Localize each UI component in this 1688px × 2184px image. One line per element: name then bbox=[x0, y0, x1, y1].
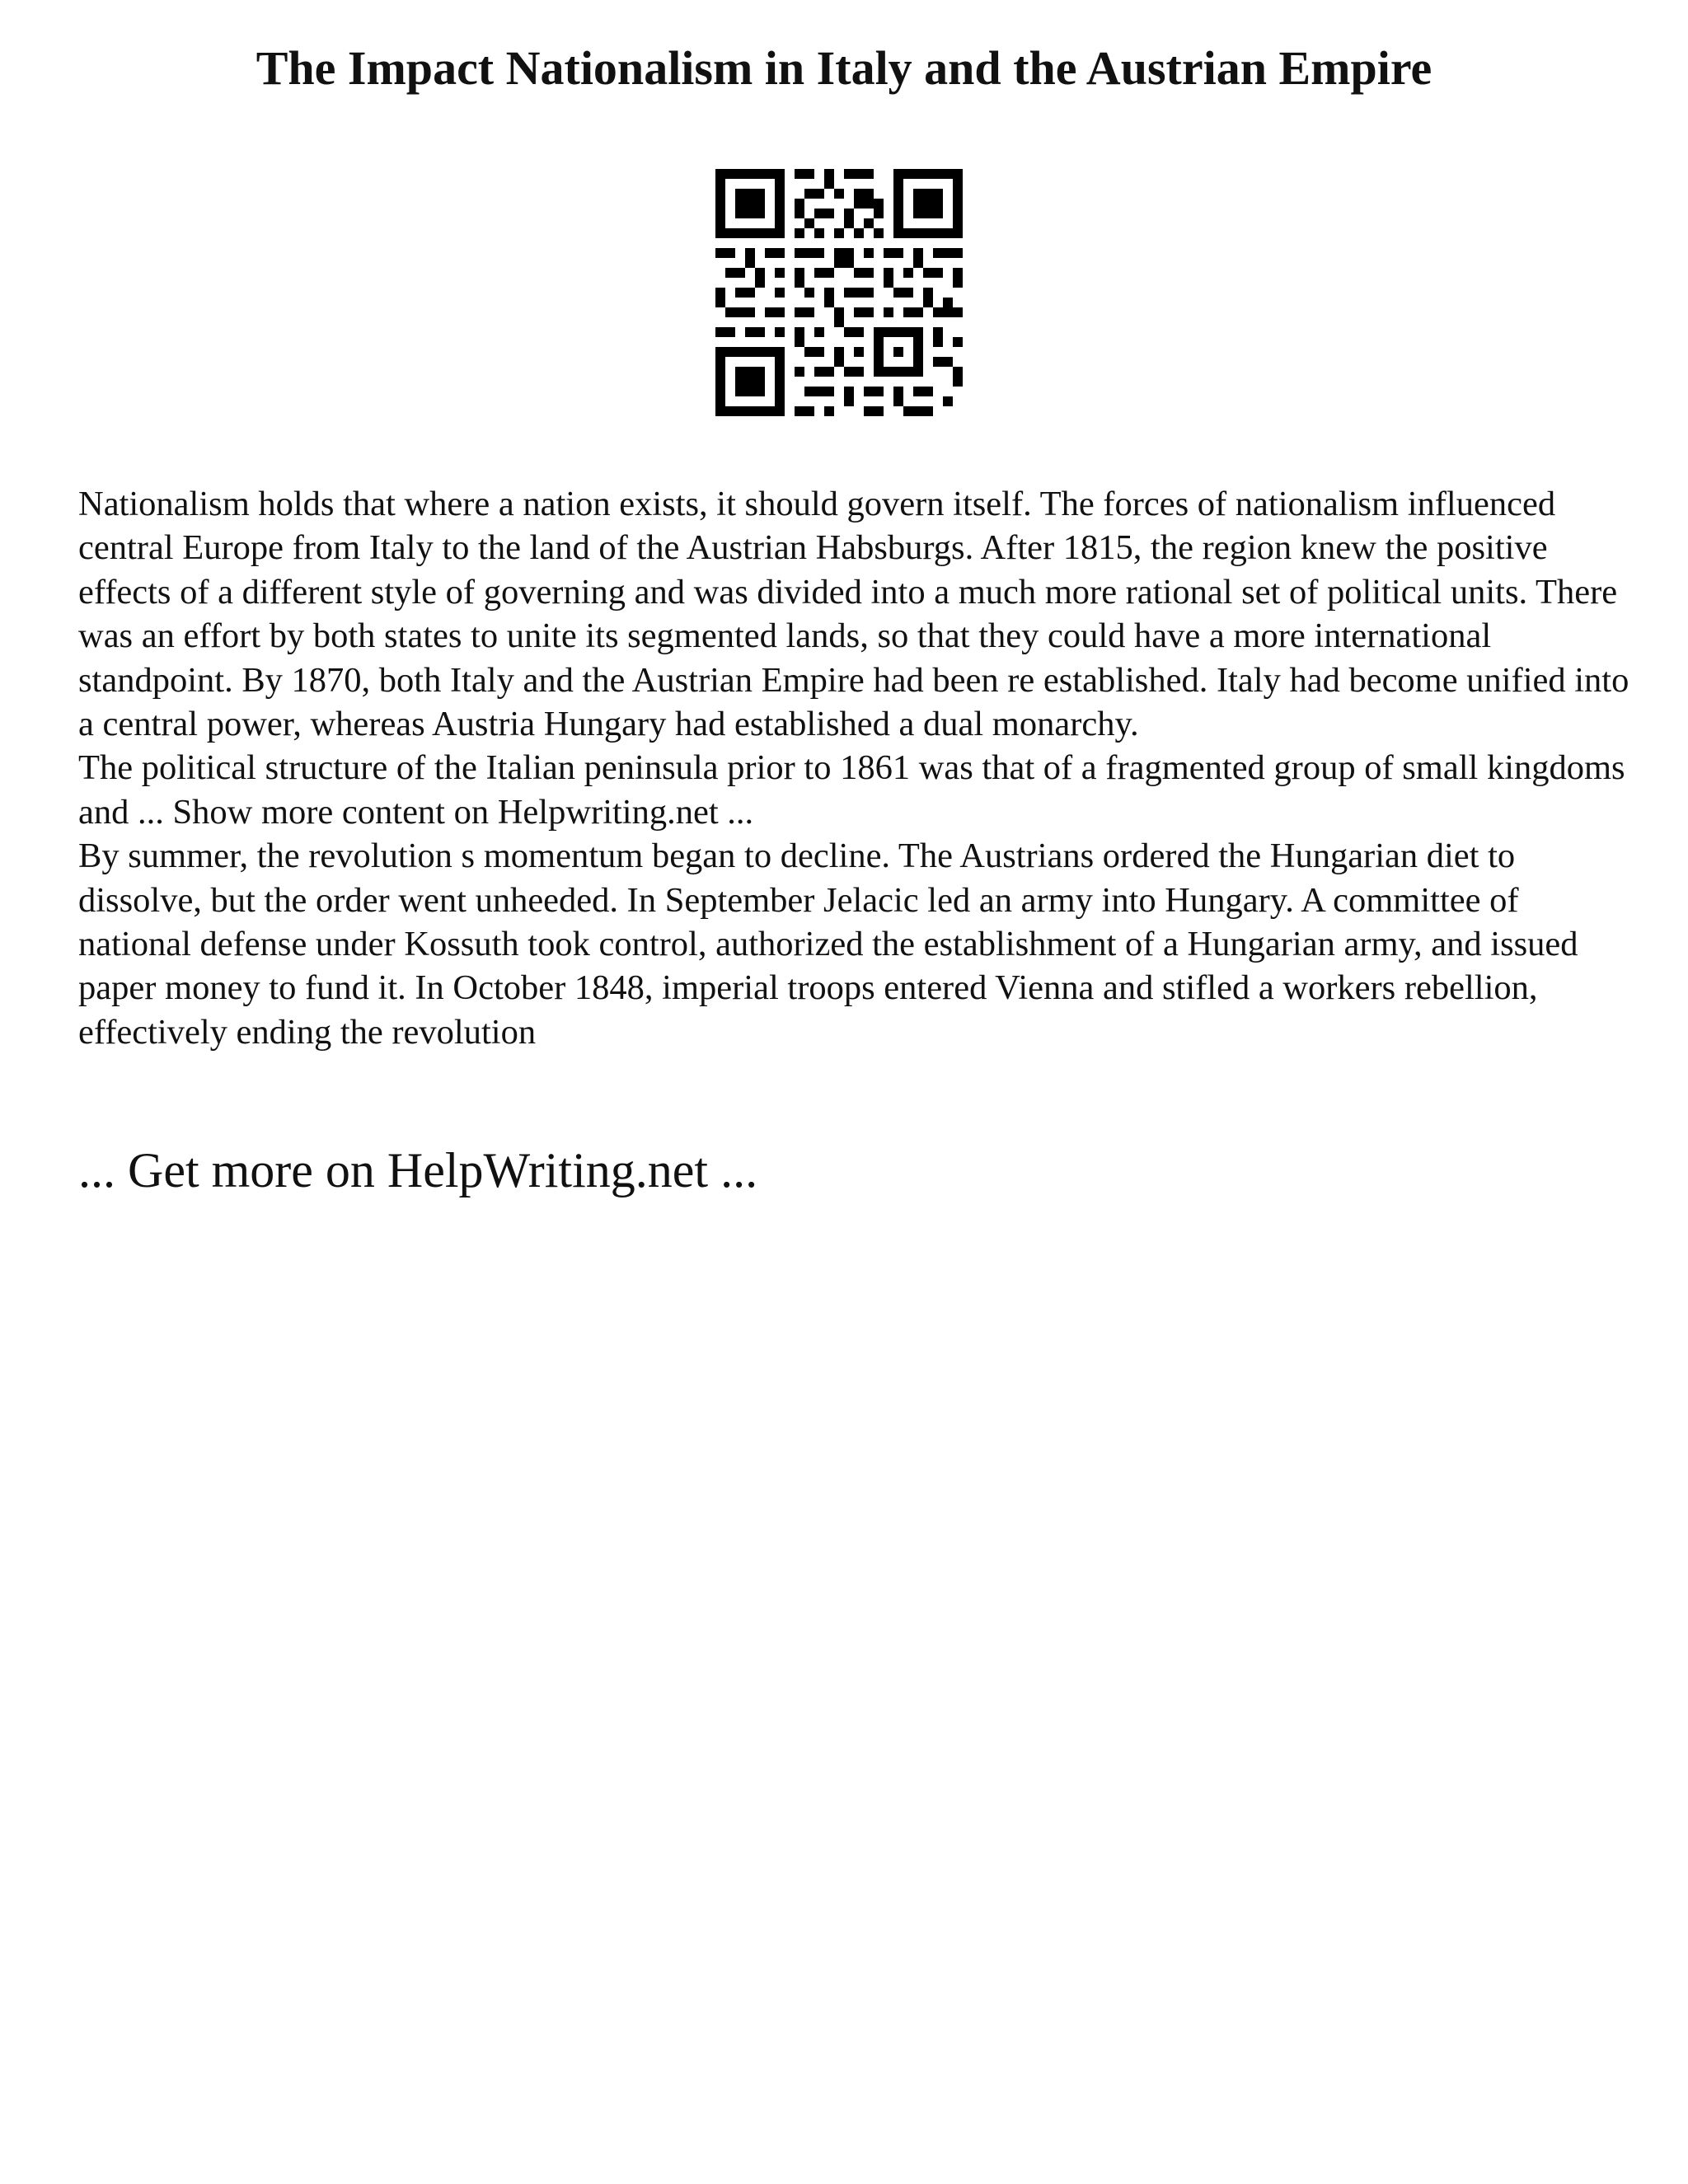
document-title: The Impact Nationalism in Italy and the Austrian Empire bbox=[256, 41, 1432, 95]
get-more-link[interactable]: ... Get more on HelpWriting.net ... bbox=[78, 1143, 758, 1197]
article-body bbox=[78, 482, 1636, 1054]
paragraph-2: The political structure of the Italian peninsula prior to 1861 was that of a fragmented group of small kingdoms and ... Show more content on Helpwriting.net ... bbox=[78, 748, 1625, 832]
qr-code-icon bbox=[715, 169, 963, 416]
paragraph-3: By summer, the revolution s momentum began to decline. The Austrians ordered the Hungarian diet to dissolve, but the order went unheeded. In September Jelacic led an army into Hungary. A committee of national defense under Kossuth took control, authorized the establishment of a Hungarian army, and issued paper money to fund it. In October 1848, imperial troops entered Vienna and stifled a workers rebellion, effectively ending the revolution bbox=[78, 837, 1578, 1052]
paragraph-1: Nationalism holds that where a nation exists, it should govern itself. The forces of nationalism influenced central Europe from Italy to the land of the Austrian Habsburgs. After 1815, the region knew the positive effects of a different style of governing and was divided into a much more rational set of political units. There was an effort by both states to unite its segmented lands, so that they could have a more international standpoint. By 1870, both Italy and the Austrian Empire had been re established. Italy had become unified into a central power, whereas Austria Hungary had established a dual monarchy. bbox=[78, 485, 1629, 744]
